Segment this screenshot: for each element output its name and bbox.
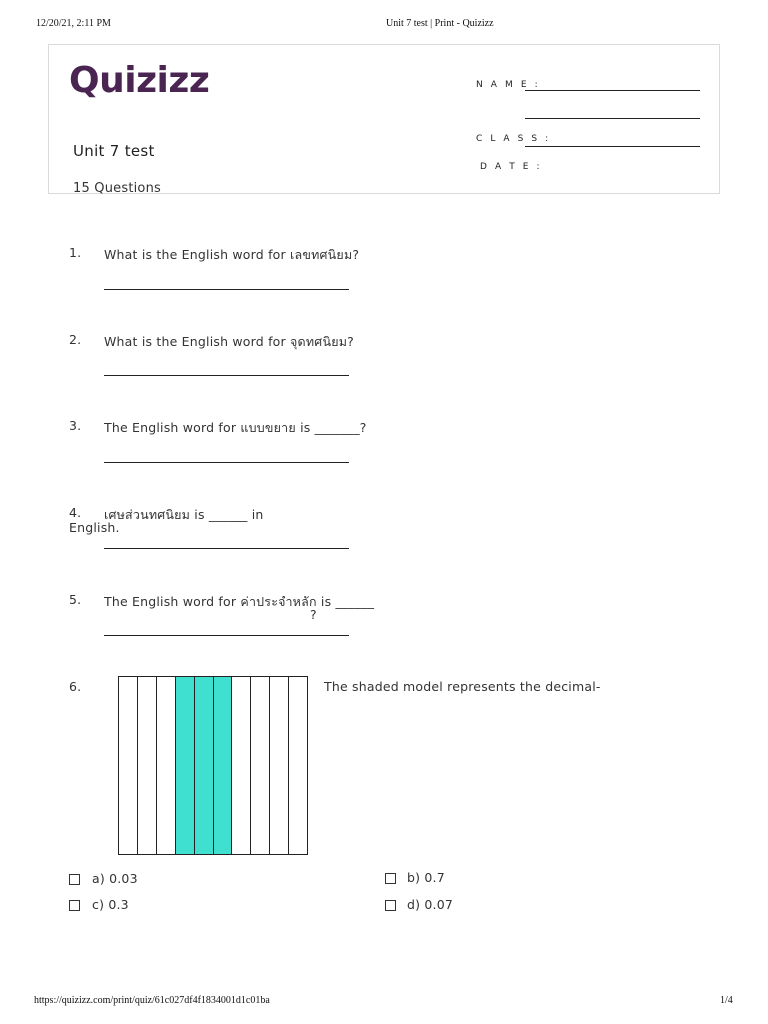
question-5-answer-line[interactable] xyxy=(104,635,349,636)
option-d-checkbox[interactable] xyxy=(385,900,396,911)
option-b-label: b) 0.7 xyxy=(407,870,445,885)
model-strip-shaded xyxy=(176,677,195,854)
date-label: D A T E : xyxy=(480,162,543,172)
question-6-number: 6. xyxy=(69,679,82,694)
option-b-checkbox[interactable] xyxy=(385,873,396,884)
quiz-title: Unit 7 test xyxy=(73,142,155,160)
model-strip-shaded xyxy=(214,677,233,854)
quizizz-logo: Quizizz xyxy=(69,60,210,101)
question-3-text: The English word for แบบขยาย is _______? xyxy=(104,420,367,435)
model-strip xyxy=(251,677,270,854)
question-6-text: The shaded model represents the decimal- xyxy=(324,679,601,694)
model-strip xyxy=(289,677,307,854)
name-field-line[interactable] xyxy=(525,90,700,91)
question-1-answer-line[interactable] xyxy=(104,289,349,290)
question-4-number: 4. xyxy=(69,505,82,520)
question-5-text-cont: ? xyxy=(310,607,317,622)
decimal-strip-model xyxy=(118,676,308,855)
question-4-answer-line[interactable] xyxy=(104,548,349,549)
model-strip xyxy=(119,677,138,854)
print-url: https://quizizz.com/print/quiz/61c027df4f1834001d1c01ba xyxy=(34,995,270,1006)
question-count: 15 Questions xyxy=(73,181,161,196)
question-3-number: 3. xyxy=(69,418,82,433)
model-strip xyxy=(270,677,289,854)
option-c-checkbox[interactable] xyxy=(69,900,80,911)
question-4-text-cont: English. xyxy=(69,520,120,535)
model-strip-shaded xyxy=(195,677,214,854)
model-strip xyxy=(157,677,176,854)
question-4-text: เศษส่วนทศนิยม is ______ in xyxy=(104,507,264,522)
question-3-answer-line[interactable] xyxy=(104,462,349,463)
print-page-title: Unit 7 test | Print - Quizizz xyxy=(386,18,494,29)
model-strip xyxy=(138,677,157,854)
question-2-text: What is the English word for จุดทศนิยม? xyxy=(104,334,354,349)
question-2-number: 2. xyxy=(69,332,82,347)
question-1-number: 1. xyxy=(69,245,82,260)
option-d-label: d) 0.07 xyxy=(407,897,454,912)
question-1-text: What is the English word for เลขทศนิยม? xyxy=(104,247,360,262)
option-a-label: a) 0.03 xyxy=(92,871,138,886)
option-a-checkbox[interactable] xyxy=(69,874,80,885)
name-field-line-2[interactable] xyxy=(525,118,700,119)
question-5-number: 5. xyxy=(69,592,82,607)
name-label: N A M E : xyxy=(476,80,541,90)
class-field-line[interactable] xyxy=(525,146,700,147)
model-strip xyxy=(232,677,251,854)
print-datetime: 12/20/21, 2:11 PM xyxy=(36,18,111,29)
print-page-number: 1/4 xyxy=(720,995,733,1006)
option-c-label: c) 0.3 xyxy=(92,897,129,912)
question-2-answer-line[interactable] xyxy=(104,375,349,376)
question-5-text: The English word for ค่าประจำหลัก is ______ xyxy=(104,594,375,609)
class-label: C L A S S : xyxy=(476,134,551,144)
